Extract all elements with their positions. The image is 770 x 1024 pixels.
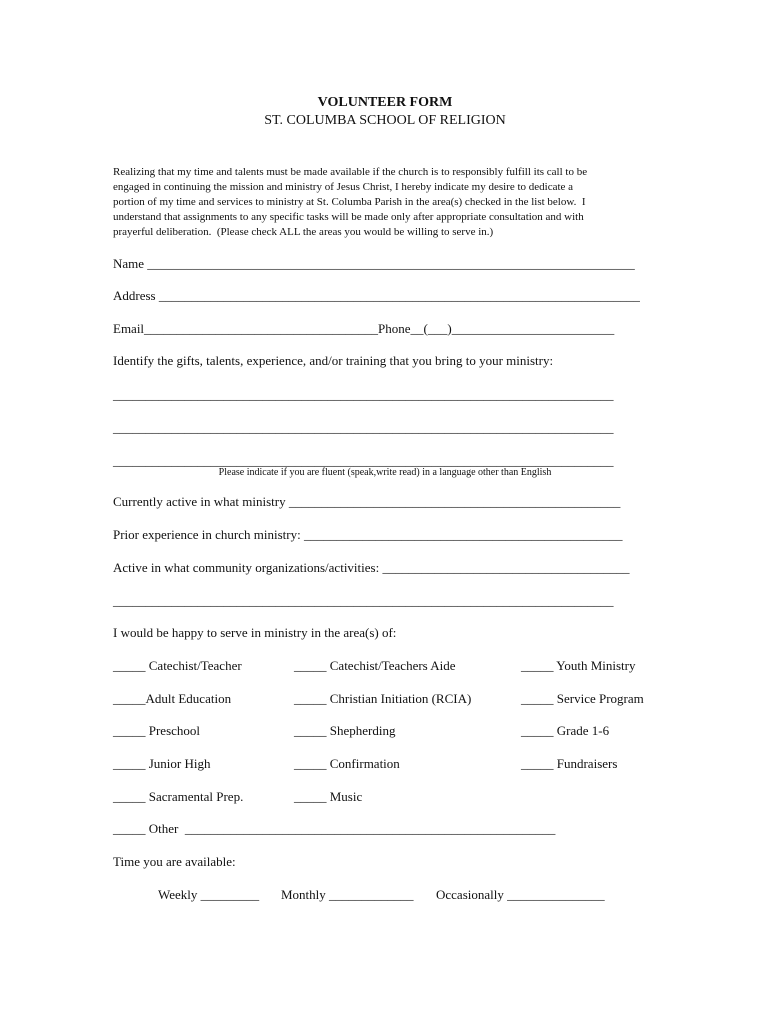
- current-ministry-field[interactable]: Currently active in what ministry ___________________________________________________: [113, 494, 621, 509]
- option-junior-high[interactable]: _____ Junior High: [113, 756, 211, 771]
- option-fundraisers[interactable]: _____ Fundraisers: [521, 756, 618, 771]
- option-catechist-teacher[interactable]: _____ Catechist/Teacher: [113, 658, 242, 673]
- gifts-line-2[interactable]: _____________________________________________________________________________: [113, 420, 614, 435]
- community-field[interactable]: Active in what community organizations/activities: ______________________________________: [113, 560, 630, 575]
- option-shepherding[interactable]: _____ Shepherding: [294, 723, 396, 738]
- intro-line: prayerful deliberation. (Please check ALL the areas you would be willing to serve in.): [113, 226, 494, 238]
- option-other[interactable]: _____ Other _________________________________________________________: [113, 821, 556, 836]
- form-title: VOLUNTEER FORM: [317, 95, 453, 110]
- intro-line: understand that assignments to any specific tasks will be made only after appropriate consultation and with: [113, 211, 584, 223]
- option-grade-1-6[interactable]: _____ Grade 1-6: [521, 723, 610, 738]
- option-music[interactable]: _____ Music: [294, 789, 363, 804]
- intro-line: Realizing that my time and talents must be made available if the church is to responsibly fulfill its call to be: [113, 166, 588, 178]
- option-christian-initiation[interactable]: _____ Christian Initiation (RCIA): [294, 691, 472, 706]
- email-phone-field[interactable]: Email____________________________________Phone__(___)_________________________: [113, 321, 615, 336]
- intro-line: engaged in continuing the mission and ministry of Jesus Christ, I hereby indicate my desire to dedicate a: [113, 181, 574, 193]
- option-adult-education[interactable]: _____Adult Education: [113, 691, 232, 706]
- address-field[interactable]: Address __________________________________________________________________________: [113, 288, 640, 303]
- gifts-line-1[interactable]: _____________________________________________________________________________: [113, 387, 614, 402]
- availability-prompt: Time you are available:: [113, 854, 236, 869]
- gifts-line-3[interactable]: _____________________________________________________________________________: [113, 453, 614, 468]
- option-service-program[interactable]: _____ Service Program: [521, 691, 644, 706]
- availability-weekly[interactable]: Weekly _________: [158, 887, 260, 902]
- option-catechist-teachers-aide[interactable]: _____ Catechist/Teachers Aide: [294, 658, 456, 673]
- intro-paragraph: [113, 165, 659, 240]
- name-field[interactable]: Name ___________________________________________________________________________: [113, 256, 635, 271]
- option-sacramental-prep[interactable]: _____ Sacramental Prep.: [113, 789, 244, 804]
- form-subtitle: ST. COLUMBA SCHOOL OF RELIGION: [264, 113, 506, 128]
- availability-occasionally[interactable]: Occasionally _______________: [436, 887, 605, 902]
- prior-experience-field[interactable]: Prior experience in church ministry: _________________________________________________: [113, 527, 623, 542]
- language-note: Please indicate if you are fluent (speak,write read) in a language other than English: [218, 467, 552, 478]
- gifts-prompt: Identify the gifts, talents, experience, and/or training that you bring to your ministry:: [113, 353, 554, 368]
- intro-line: portion of my time and services to ministry at St. Columba Parish in the area(s) checked in the list below. I: [113, 196, 586, 208]
- option-preschool[interactable]: _____ Preschool: [113, 723, 201, 738]
- option-confirmation[interactable]: _____ Confirmation: [294, 756, 400, 771]
- community-line-2[interactable]: _____________________________________________________________________________: [113, 593, 614, 608]
- serve-prompt: I would be happy to serve in ministry in the area(s) of:: [113, 625, 397, 640]
- availability-monthly[interactable]: Monthly _____________: [281, 887, 414, 902]
- option-youth-ministry[interactable]: _____ Youth Ministry: [521, 658, 636, 673]
